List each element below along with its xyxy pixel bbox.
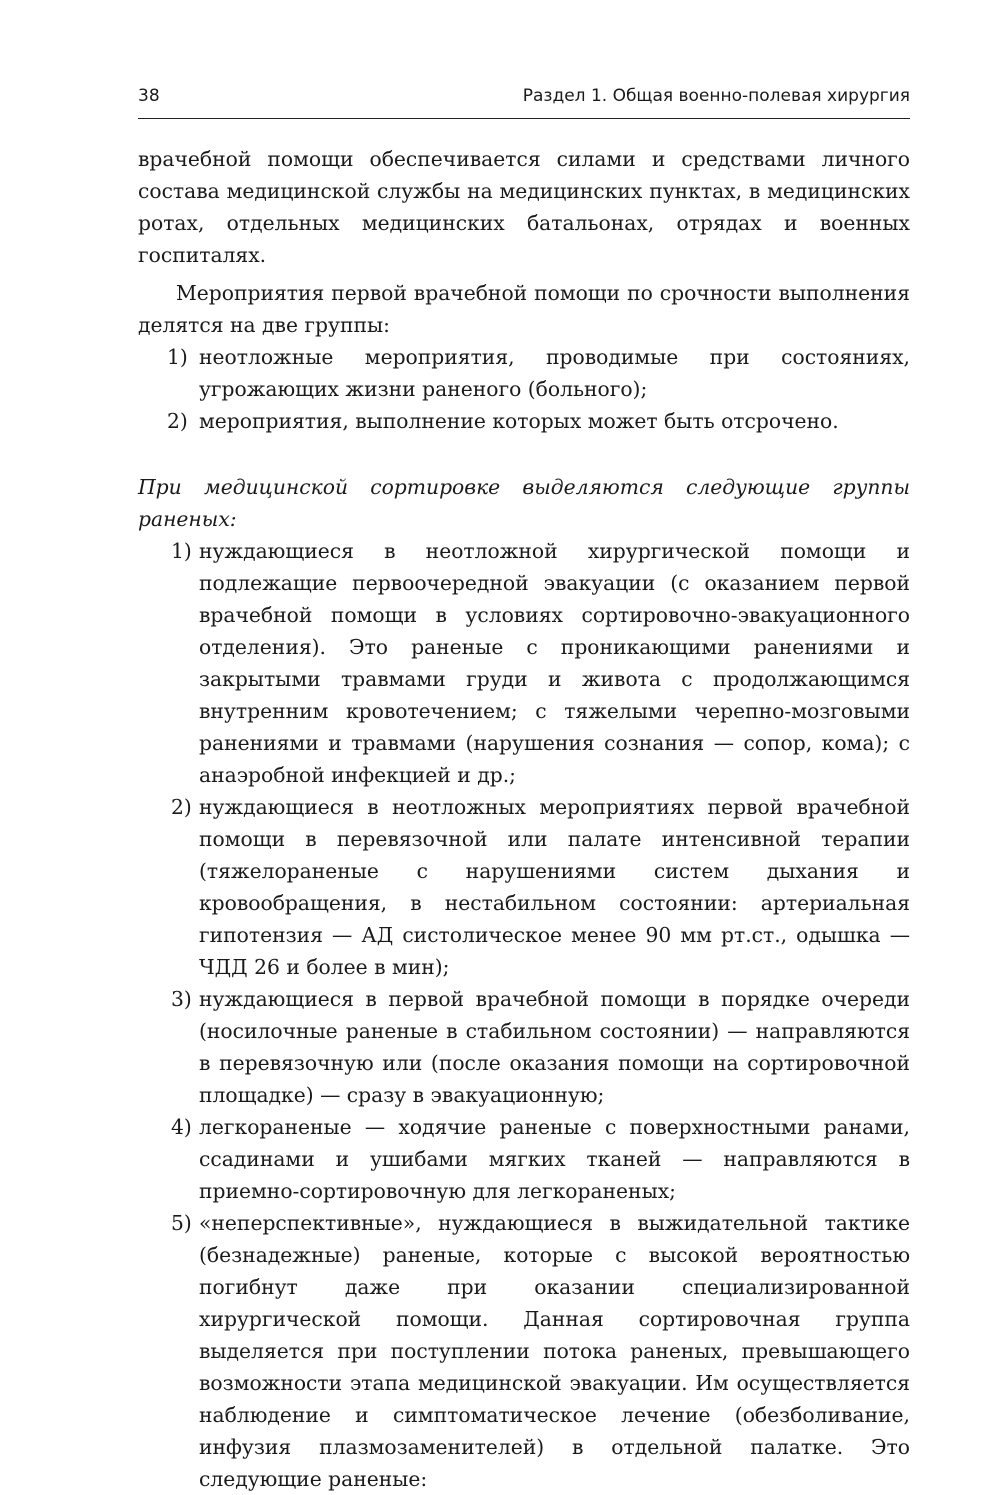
- running-title: Раздел 1. Общая военно-полевая хирургия: [522, 86, 910, 106]
- list-item-number: 2): [171, 795, 192, 819]
- list-item-text: нуждающиеся в неотложных мероприятиях первой врачебной помощи в перевязочной или палате интенсивной терапии (тяжелораненые с нарушениями систем дыхания и кровообращения, в нестабильном состоянии: артериальная гипотензия — АД систолическое менее 90 мм рт.ст., одышка — ЧДД 26 и более в мин);: [199, 795, 910, 979]
- list-item-text: нуждающиеся в первой врачебной помощи в порядке очереди (носилочные раненые в стабильном состоянии) — направляются в перевязочную или (после оказания помощи на сортировочной площадке) — сразу в эвакуационную;: [199, 987, 910, 1107]
- list-item: [138, 1111, 910, 1207]
- list-item: [138, 535, 910, 791]
- list-item: [138, 341, 910, 405]
- measures-list: [138, 341, 910, 437]
- list-item-number: 4): [171, 1115, 192, 1139]
- list-item-text: нуждающиеся в неотложной хирургической помощи и подлежащие первоочередной эвакуации (с оказанием первой врачебной помощи в условиях сортировочно-эвакуационного отделения). Это раненые с проникающими ранениями и закрытыми травмами груди и живота с продолжающимся внутренним кровотечением; с тяжелыми черепно-мозговыми ранениями и травмами (нарушения сознания — сопор, кома); с анаэробной инфекцией и др.;: [199, 539, 910, 787]
- list-item-number: 5): [171, 1211, 192, 1235]
- list-item-number: 3): [171, 987, 192, 1011]
- list-item-text: мероприятия, выполнение которых может быть отсрочено.: [199, 409, 839, 433]
- list-item-text: легкораненые — ходячие раненые с поверхностными ранами, ссадинами и ушибами мягких тканей — направляются в приемно-сортировочную для легкораненых;: [199, 1115, 910, 1203]
- paragraph-continuation: врачебной помощи обеспечивается силами и средствами личного состава медицинской службы на медицинских пунктах, в медицинских ротах, отдельных медицинских батальонах, отрядах и военных госпиталях.: [138, 147, 910, 267]
- paragraph-measures: Мероприятия первой врачебной помощи по срочности выполнения делятся на две группы:: [138, 281, 910, 337]
- list-item: [138, 405, 910, 437]
- list-item-number: 1): [171, 539, 192, 563]
- list-item-text: неотложные мероприятия, проводимые при состояниях, угрожающих жизни раненого (больного);: [199, 345, 910, 401]
- list-item: [138, 983, 910, 1111]
- sorting-groups-list: [138, 535, 910, 1495]
- page-number: 38: [138, 86, 160, 106]
- list-item: [138, 1207, 910, 1495]
- header-rule: [138, 118, 910, 119]
- list-item: [138, 791, 910, 983]
- list-item-text: «неперспективные», нуждающиеся в выжидательной тактике (безнадежные) раненые, которые с высокой вероятностью погибнут даже при оказании специализированной хирургической помощи. Данная сортировочная группа выделяется при поступлении потока раненых, превышающего возможности этапа медицинской эвакуации. Им осуществляется наблюдение и симптоматическое лечение (обезболивание, инфузия плазмозаменителей) в отдельной палатке. Это следующие раненые:: [199, 1211, 910, 1491]
- list-item-number: 2): [167, 409, 188, 433]
- running-header: [138, 82, 910, 110]
- list-item-number: 1): [167, 345, 188, 369]
- sorting-groups-intro: При медицинской сортировке выделяются следующие группы раненых:: [138, 475, 910, 531]
- body-text: [138, 143, 910, 1495]
